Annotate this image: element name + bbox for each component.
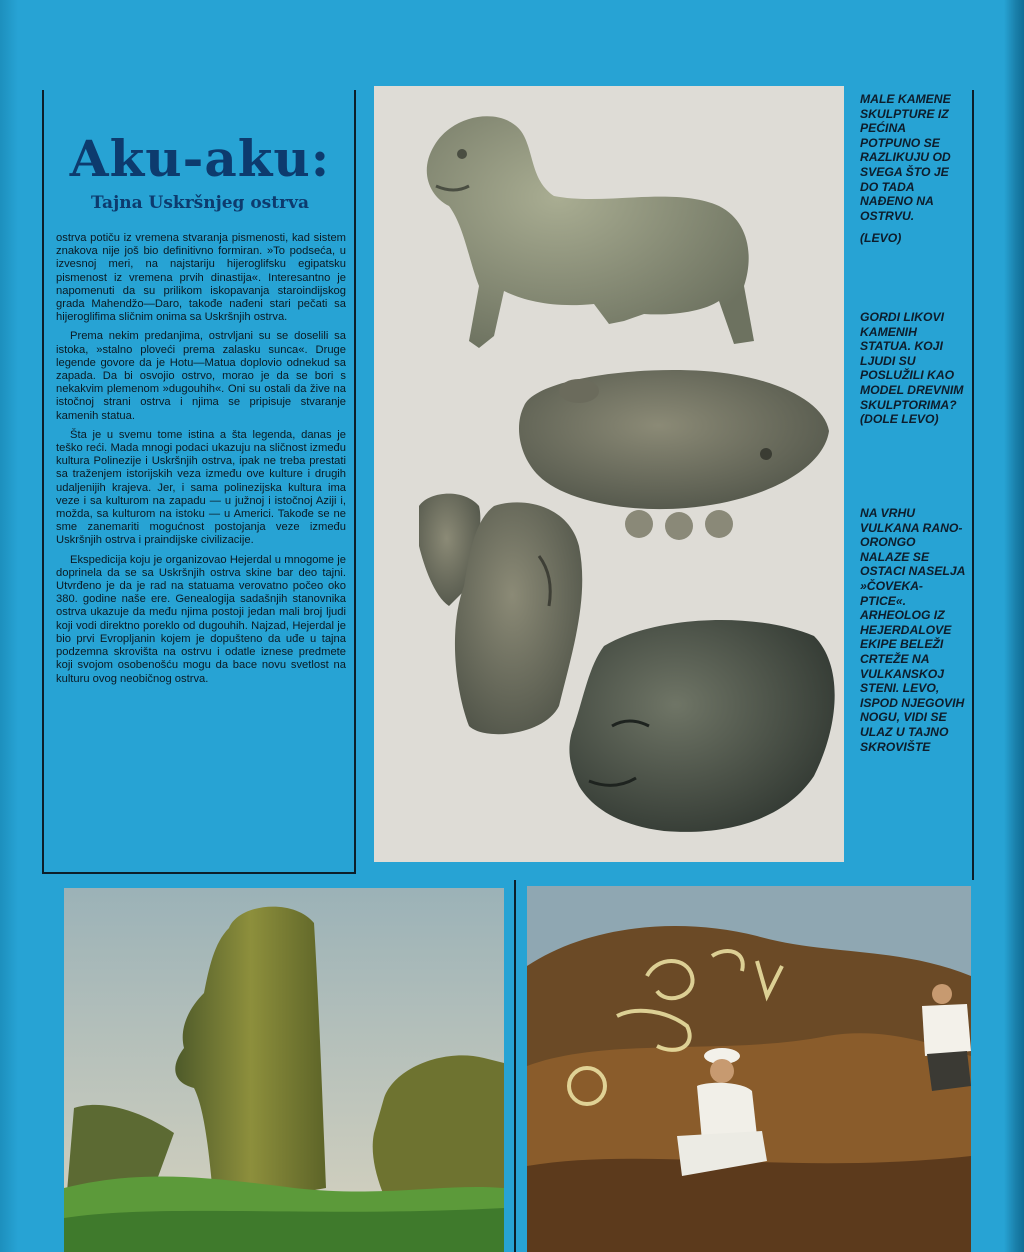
caption-sculptures-direction: (LEVO) xyxy=(860,231,902,246)
caption-bottom xyxy=(860,506,966,754)
caption-sculptures: MALE KAMENE SKULPTURE IZ PEĆINA POTPUNO SE RAZLIKUJU OD SVEGA ŠTO JE DO TADA NAĐENO NA OSTRVU. xyxy=(860,92,951,223)
caption-top xyxy=(860,92,966,246)
title-block xyxy=(50,129,350,214)
photo-divider-rule xyxy=(514,880,516,1252)
column-rule-left xyxy=(42,90,44,872)
article-paragraph: Šta je u svemu tome istina a šta legenda, danas je teško reći. Mada mnogi podaci ukazuju na sličnost između kultura Polinezije i Uskršnjih ostrva, ipak ne treba prestati sa traženjem istorijskih veza između ove kulture i drugih udaljenijih krajeva. Jer, i sama polinezijska kultura ima veze i sa kulturom na zapadu — u južnoj i istočnoj Aziji i, možda, sa kulturom na istoku — u Americi. Takođe se ne sme zanemariti mogućnost postojanja veze između Uskršnjih ostrva i praindijske civilizacije. xyxy=(56,428,346,547)
column-rule-middle xyxy=(354,90,356,872)
article-paragraph: Prema nekim predanjima, ostrvljani su se doselili sa istoka, »stalno ploveći prema zalasku sunca«. Druge legende govore da je Hotu—Matua doplovio odnekud sa zapada. Da bi osvojio ostrvo, morao je da se bori s nekakvim plemenom »dugouhih«. Oni su ostali da žive na istočnoj strani ostrva i njima se pripisuje stvaranje kamenih statua. xyxy=(56,330,346,422)
caption-statues: GORDI LIKOVI KAMENIH STATUA. KOJI LJUDI SU POSLUŽILI KAO MODEL DREVNIM SKULPTORIMA? (DOLE LEVO) xyxy=(860,310,964,427)
subheadline: Tajna Uskršnjeg ostrva xyxy=(91,193,309,213)
rock-carvings-photo xyxy=(527,886,971,1252)
caption-middle xyxy=(860,310,966,427)
article-body xyxy=(56,232,346,692)
page-edge-right xyxy=(1004,0,1024,1252)
moai-statues-photo xyxy=(64,888,504,1252)
sculptures-photo xyxy=(374,86,844,862)
column-rule-right xyxy=(972,90,974,880)
column-rule-bottom xyxy=(42,872,356,874)
caption-volcano: NA VRHU VULKANA RANO-ORONGO NALAZE SE OSTACI NASELJA »ČOVEKA-PTICE«. ARHEOLOG IZ HEJERDALOVE EKIPE BELEŽI CRTEŽE NA VULKANSKOJ STENI. LEVO, ISPOD NJEGOVIH NOGU, VIDI SE ULAZ U TAJNO SKROVIŠTE xyxy=(860,506,965,754)
article-paragraph: ostrva potiču iz vremena stvaranja pismenosti, kad sistem znakova nije još bio definitivno formiran. »To podseća, u izvesnoj meri, na najstariju hijeroglifsku egipatsku pismenost iz vremena prvih dinastija«. Interesantno je napomenuti da su prilikom iskopavanja staroindijskog grada Mahendžo—Daro, takođe nađeni stari pečati sa hijeroglifima sličnim onima sa Uskršnjih ostrva. xyxy=(56,232,346,324)
headline: Aku-aku: xyxy=(69,129,331,188)
article-paragraph: Ekspedicija koju je organizovao Hejerdal u mnogome je doprinela da se sa Uskršnjih ostrva skine bar deo tajni. Utvrđeno je da je rad na statuama verovatno počeo oko 380. godine naše ere. Genealogija sadašnjih stanovnika ostrva ukazuje da među njima postoji jedan mali broj ljudi koji vodi direktno poreklo od dugouhih. Najzad, Hejerdal je bio prvi Evropljanin kojem je dopušteno da uđe u tajna podzemna skrovišta na ostrvu i odatle iznese predmete koji svojom osobenošću mogu da bace novu svetlost na kulturu ovog neobičnog ostrva. xyxy=(56,553,346,685)
page-edge-left xyxy=(0,0,18,1252)
